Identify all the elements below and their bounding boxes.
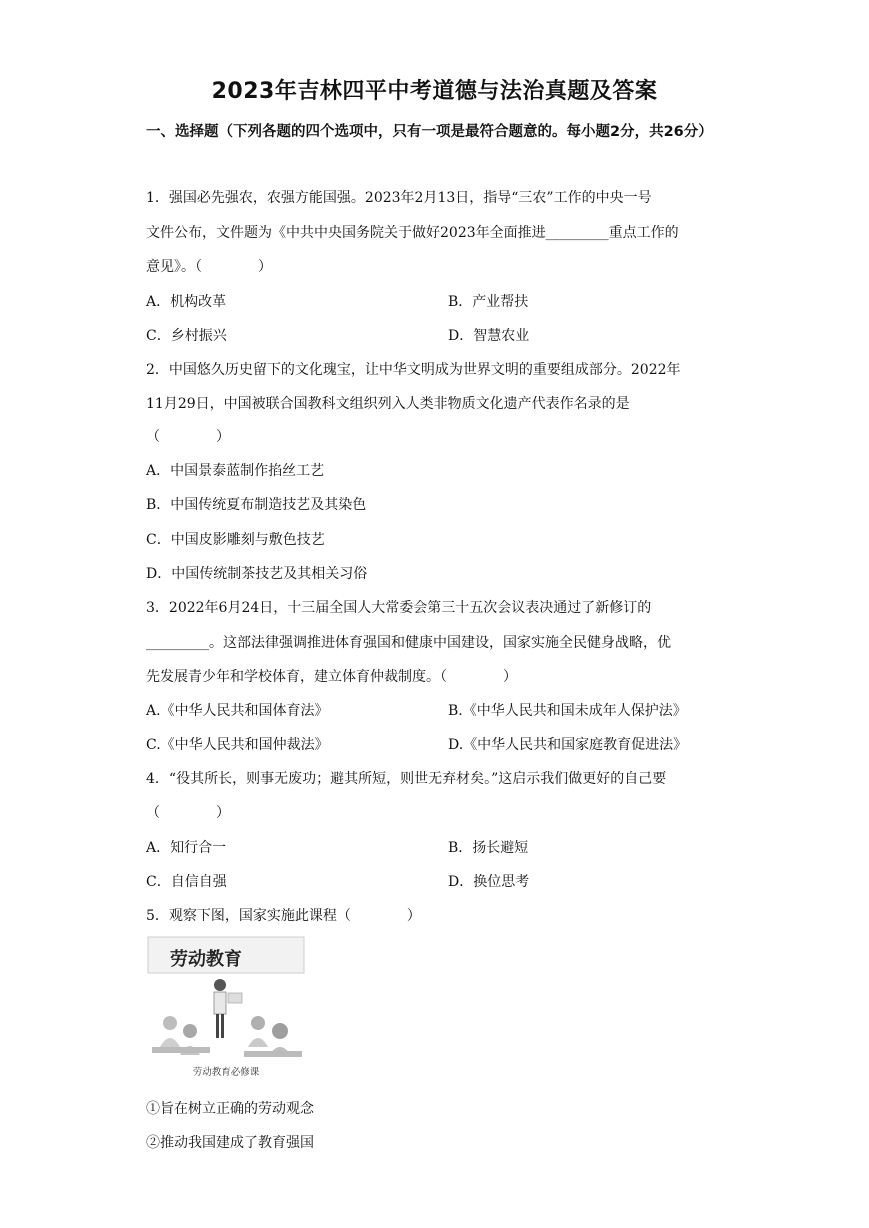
question-1-line-2: 文件公布，文件题为《中共中央国务院关于做好2023年全面推进_________重点工作的 (146, 225, 679, 241)
classroom-illustration (146, 935, 306, 1083)
question-3-line-1: 3．2022年6月24日，十三届全国人大常委会第三十五次会议表决通过了新修订的 (146, 600, 652, 616)
question-1-option-b: B．产业帮扶 (448, 294, 529, 310)
question-3-option-b: B.《中华人民共和国未成年人保护法》 (448, 703, 687, 719)
question-1-option-a: A．机构改革 (146, 294, 227, 310)
question-4-option-c: C．自信自强 (146, 874, 227, 890)
question-5-line-1: 5．观察下图，国家实施此课程（ ） (146, 908, 421, 924)
question-2-option-b: B．中国传统夏布制造技艺及其染色 (146, 497, 367, 513)
question-2-line-2: 11月29日，中国被联合国教科文组织列入人类非物质文化遗产代表作名录的是 (146, 396, 630, 412)
question-3-line-3: 先发展青少年和学校体育，建立体育仲裁制度。（ ） (146, 669, 517, 685)
labor-education-illustration (146, 935, 306, 1083)
question-1-line-3: 意见》。（ ） (146, 259, 272, 275)
question-4-option-d: D．换位思考 (448, 874, 530, 890)
question-3-option-c: C.《中华人民共和国仲裁法》 (146, 737, 329, 753)
figure-caption: 劳动教育必修课 (192, 1067, 260, 1078)
question-3-option-a: A.《中华人民共和国体育法》 (146, 703, 329, 719)
question-5-statement-1: ①旨在树立正确的劳动观念 (146, 1101, 314, 1117)
question-2-line-1: 2．中国悠久历史留下的文化瑰宝，让中华文明成为世界文明的重要组成部分。2022年 (146, 362, 681, 378)
section-heading: 一、选择题（下列各题的四个选项中，只有一项是最符合题意的。每小题2分，共26分） (146, 124, 713, 140)
question-4-option-a: A．知行合一 (146, 840, 227, 856)
page-title: 2023年吉林四平中考道德与法治真题及答案 (211, 79, 658, 104)
question-1-line-1: 1．强国必先强农，农强方能国强。2023年2月13日，指导“三农”工作的中央一号 (146, 190, 652, 206)
question-3-line-2: _________。这部法律强调推进体育强国和健康中国建设，国家实施全民健身战略，优 (146, 635, 671, 651)
figure-heading: 劳动教育 (170, 949, 242, 970)
question-2-option-c: C．中国皮影雕刻与敷色技艺 (146, 532, 325, 548)
question-2-option-a: A．中国景泰蓝制作掐丝工艺 (146, 463, 325, 479)
question-4-line-1: 4．“役其所长，则事无废功；避其所短，则世无弃材矣。”这启示我们做更好的自己要 (146, 771, 667, 787)
question-5-statement-2: ②推动我国建成了教育强国 (146, 1135, 314, 1151)
question-4-line-2: （ ） (146, 805, 230, 821)
question-2-option-d: D．中国传统制茶技艺及其相关习俗 (146, 566, 368, 582)
question-3-option-d: D.《中华人民共和国家庭教育促进法》 (448, 737, 688, 753)
question-2-line-3: （ ） (146, 429, 230, 445)
question-4-option-b: B．扬长避短 (448, 840, 529, 856)
question-1-option-d: D．智慧农业 (448, 328, 530, 344)
question-1-option-c: C．乡村振兴 (146, 328, 227, 344)
